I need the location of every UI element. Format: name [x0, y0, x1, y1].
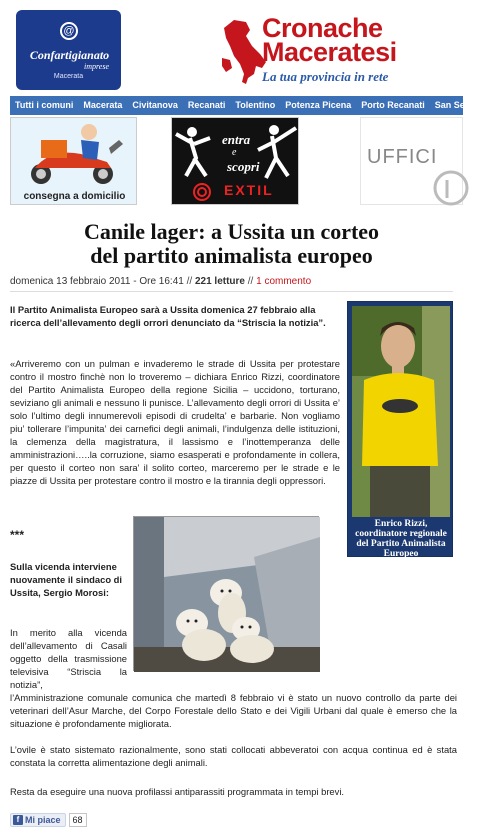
rizzi-photo[interactable]	[352, 306, 450, 517]
delivery-ad-label: consegna a domicilio	[23, 191, 126, 202]
article-meta: domenica 13 febbraio 2011 - Ore 16:41 // 221 letture // 1 commento	[10, 276, 453, 292]
extil-ad-line1: entra	[222, 132, 251, 147]
dogs-photo-icon	[134, 517, 320, 672]
confartigianato-logo-icon: @	[60, 22, 78, 40]
site-tagline: La tua provincia in rete	[262, 69, 389, 84]
article-reads: 221 letture	[194, 276, 245, 287]
section-divider: ***	[10, 528, 25, 542]
main-nav	[10, 96, 492, 115]
ad-banners	[10, 117, 463, 206]
nav-item-potenza-picena[interactable]: Potenza Picena	[285, 100, 352, 110]
like-label: Mi piace	[25, 815, 61, 825]
confartigianato-banner[interactable]	[16, 10, 121, 90]
article-sub-lead: Sulla vicenda interviene nuovamente il sindaco di Ussita, Sergio Morosi:	[10, 561, 123, 598]
nav-item-macerata[interactable]: Macerata	[83, 100, 123, 110]
site-title: Cronache Maceratesi	[262, 13, 397, 67]
site-header	[0, 0, 463, 95]
nav-item-civitanova[interactable]: Civitanova	[132, 100, 178, 110]
nav-item-tutti[interactable]: Tutti i comuni	[15, 100, 74, 110]
nav-item-san-severino[interactable]: San Severino	[434, 100, 492, 110]
article-paragraph: «Arriveremo con un pulman e invaderemo le strade di Ussita per protestare contro il mostro finchè non lo troveremo – dichiara Enrico Rizzi, coordinatore del Partito Animalista Europeo della regione Sicilia – uccidono, torturano, seviziano gli animali e nessuno li punisce. L’allevamento degli orrori di Ussita e’ solo l’ultimo degli innumerevoli episodi di crudelta’ e barbarie. Non vogliamo piu’ tollerare l’impunita’ dei carnefici degli animali, l’indulgenza delle istituzioni, la clemenza della magistratura, il lassismo e l’inottemperanza delle amministrazioni…..la corruzione, siamo esasperati e profondamente in collera, per questo il corteo non sara’ il solito corteo, marceremo per le strade e le piazze di Ussita per protestare contro il mostro e la tirannia degli oppressori.	[10, 358, 340, 486]
article-date: domenica 13 febbraio 2011 - Ore 16:41	[10, 276, 184, 287]
extil-ad-banner[interactable]	[171, 117, 299, 205]
sponsor-brand-sub: imprese	[83, 62, 109, 71]
sponsor-city: Macerata	[53, 73, 84, 80]
person-photo-icon	[352, 306, 450, 517]
facebook-like	[10, 813, 87, 827]
uffici-logo-icon	[361, 118, 464, 206]
rizzi-photo-caption: Enrico Rizzi, coordinatore regionale del Partito Animalista Europeo	[355, 519, 447, 559]
nav-item-tolentino[interactable]: Tolentino	[235, 100, 276, 110]
dogs-photo[interactable]	[133, 516, 319, 671]
facebook-icon: f	[13, 815, 23, 825]
article-paragraph: L’ovile è stato sistemato razionalmente, sono stati collocati abbeveratoi con acqua continua ed è stata constata la corretta alimentazione degli animali.	[10, 744, 457, 768]
article-title: Canile lager: a Ussita un corteo del partito animalista europeo	[83, 219, 380, 268]
nav-item-recanati[interactable]: Recanati	[187, 100, 226, 110]
extil-ad-line2: e	[232, 147, 237, 158]
like-button[interactable]	[10, 813, 66, 827]
uffici-ad-label: UFFICI	[367, 146, 438, 168]
article-paragraph: l’Amministrazione comunale comunica che martedì 8 febbraio vi è stato un nuovo controllo da parte dei veterinari dell’Asur Marche, del Corpo Forestale dello Stato e dei Vigili Urbani dal quale è emerso che la situazione è profondamente migliorata.	[10, 692, 457, 729]
rizzi-photo-box	[347, 301, 453, 557]
nav-item-porto-recanati[interactable]: Porto Recanati	[361, 100, 425, 110]
uffici-ad-banner[interactable]	[360, 117, 463, 205]
article-paragraph: Resta da eseguire una nuova profilassi antiparassiti programmata in tempi brevi.	[10, 786, 345, 797]
extil-ad-brand: EXTIL	[224, 182, 274, 198]
like-count: 68	[69, 813, 87, 827]
delivery-scooter-icon	[11, 118, 138, 190]
article-lead: Il Partito Animalista Europeo sarà a Ussita domenica 27 febbraio alla ricerca dell’allevamento degli orrori denunciato da “Striscia la notizia”.	[10, 304, 326, 328]
article-comments-link[interactable]: 1 commento	[256, 276, 312, 287]
delivery-ad-banner[interactable]	[10, 117, 137, 205]
site-logo[interactable]	[218, 13, 463, 90]
article-paragraph: In merito alla vicenda dell’allevamento di Casali oggetto della trasmissione televisiva “Striscia la notizia”,	[10, 627, 127, 690]
extil-ad-line3: scopri	[227, 159, 260, 174]
sponsor-brand: Confartigianato	[29, 48, 110, 62]
